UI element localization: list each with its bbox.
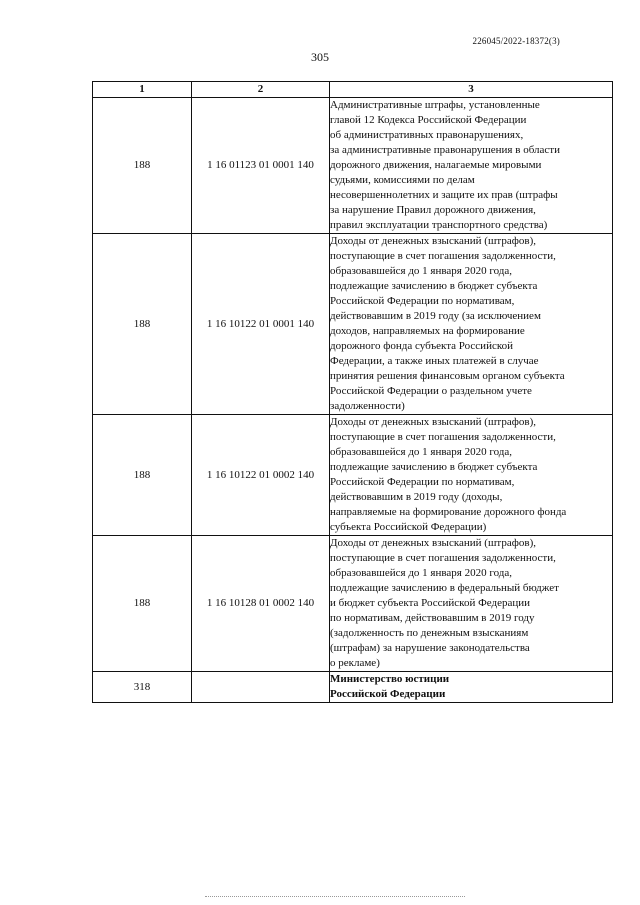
- admin-code-cell: 318: [93, 672, 192, 703]
- admin-code-cell: 188: [93, 415, 192, 536]
- budget-classification-table: [92, 81, 613, 703]
- column-header-2: 2: [192, 82, 330, 98]
- kbk-code-cell: 1 16 01123 01 0001 140: [192, 98, 330, 234]
- table-row: [93, 536, 613, 672]
- ministry-name-cell: Министерство юстиции Российской Федерации: [330, 672, 613, 703]
- admin-code-cell: 188: [93, 98, 192, 234]
- description-cell: Доходы от денежных взысканий (штрафов), поступающие в счет погашения задолженности, образовавшейся до 1 января 2020 года, подлежащие зачислению в федеральный бюджет и бюджет субъекта Российской Федерации по нормативам, действовавшим в 2019 году (задолженность по денежным взысканиям (штрафам) за нарушение законодательства о рекламе): [330, 536, 613, 672]
- page-number: 305: [311, 50, 329, 64]
- table-row: [93, 98, 613, 234]
- document-id: 226045/2022-18372(3): [472, 36, 560, 46]
- table-row: [93, 415, 613, 536]
- kbk-code-cell: 1 16 10122 01 0001 140: [192, 234, 330, 415]
- table-row: [93, 234, 613, 415]
- column-header-1: 1: [93, 82, 192, 98]
- description-cell: Доходы от денежных взысканий (штрафов), поступающие в счет погашения задолженности, образовавшейся до 1 января 2020 года, подлежащие зачислению в бюджет субъекта Российской Федерации по нормативам, действовавшим в 2019 году (за исключением доходов, направляемых на формирование дорожного фонда субъекта Российской Федерации, а также иных платежей в случае принятия решения финансовым органом субъекта Российской Федерации о раздельном учете задолженности): [330, 234, 613, 415]
- kbk-code-cell: 1 16 10128 01 0002 140: [192, 536, 330, 672]
- table-row: [93, 672, 613, 703]
- description-cell: Доходы от денежных взысканий (штрафов), поступающие в счет погашения задолженности, образовавшейся до 1 января 2020 года, подлежащие зачислению в бюджет субъекта Российской Федерации по нормативам, действовавшим в 2019 году (доходы, направляемые на формирование дорожного фонда субъекта Российской Федерации): [330, 415, 613, 536]
- description-cell: Административные штрафы, установленные главой 12 Кодекса Российской Федерации об административных правонарушениях, за административные правонарушения в области дорожного движения, налагаемые мировыми судьями, комиссиями по делам несовершеннолетних и защите их прав (штрафы за нарушение Правил дорожного движения, правил эксплуатации транспортного средства): [330, 98, 613, 234]
- column-header-3: 3: [330, 82, 613, 98]
- admin-code-cell: 188: [93, 234, 192, 415]
- kbk-code-cell: 1 16 10122 01 0002 140: [192, 415, 330, 536]
- table-header-row: [93, 82, 613, 98]
- footer-scan-marks: [205, 896, 465, 899]
- kbk-code-cell: [192, 672, 330, 703]
- admin-code-cell: 188: [93, 536, 192, 672]
